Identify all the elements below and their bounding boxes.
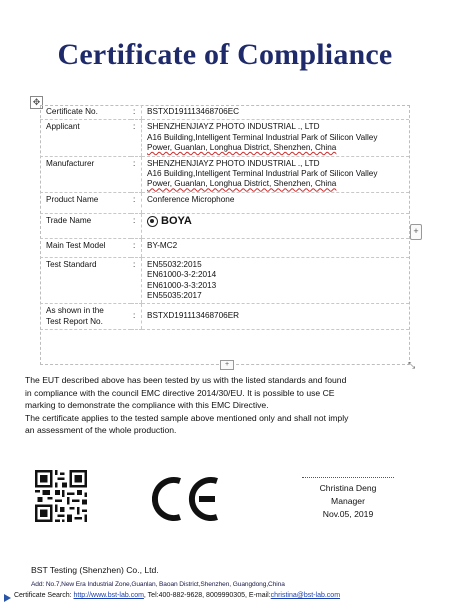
row-label: Applicant [40, 120, 131, 156]
signature-date: Nov.05, 2019 [322, 509, 374, 519]
certificate-title: Certificate of Compliance [57, 38, 393, 71]
statement-line: an assessment of the whole production. [25, 425, 177, 436]
certificate-number: BSTXD191113468706EC [142, 105, 410, 120]
row-colon: : [131, 304, 142, 330]
row-label: Product Name [40, 192, 131, 213]
table-row [40, 257, 409, 304]
table-row [40, 238, 409, 257]
row-colon: : [131, 238, 142, 257]
search-label: Certificate Search: [13, 592, 72, 599]
table-row [40, 192, 409, 213]
boya-logo [147, 216, 406, 227]
row-label [40, 304, 131, 330]
qr-code-icon [35, 470, 87, 522]
phone-info: , Tel:400-882-9628, 8009990305, E-mail: [143, 592, 271, 599]
main-test-model: BY-MC2 [142, 238, 410, 257]
add-row-button[interactable]: + [220, 360, 234, 370]
test-standard-item: EN61000-3-3:2013 [147, 280, 217, 290]
website-link[interactable]: http://www.bst-lab.com [73, 592, 144, 599]
company-address: Add: No.7,New Era Industrial Zone,Guanlan, Baoan District,Shenzhen, Guangdong,China [31, 581, 285, 588]
row-colon: : [131, 105, 142, 120]
row-label: Certificate No. [40, 105, 131, 120]
test-standards [142, 257, 410, 304]
compliance-statement [25, 374, 425, 437]
row-colon: : [131, 120, 142, 156]
table-resize-handle-icon[interactable]: ⤡ [408, 360, 416, 370]
statement-line: marking to demonstrate the compliance with this EMC Directive. [25, 400, 269, 411]
row-label: Trade Name [40, 213, 131, 238]
manufacturer-value [142, 156, 410, 192]
manufacturer-address-line2: Power, Guanlan, Longhua District, Shenzhen, China [147, 179, 337, 189]
trade-name-value [142, 213, 410, 238]
statement-line: in compliance with the council EMC directive 2014/30/EU. It is possible to use CE [25, 387, 335, 398]
manufacturer-address-line1: A16 Building,Intelligent Terminal Industrial Park of Silicon Valley [147, 169, 378, 179]
table-row [40, 120, 409, 156]
trade-name: BOYA [161, 215, 192, 228]
test-standard-item: EN55035:2017 [147, 291, 202, 301]
row-label-line: As shown in the [46, 306, 104, 316]
test-report-number: BSTXD191113468706ER [142, 304, 410, 330]
certificate-search-row [0, 592, 450, 599]
signer-name: Christina Deng [319, 483, 377, 493]
row-label: Manufacturer [40, 156, 131, 192]
row-label-line: Test Report No. [46, 316, 103, 326]
ce-mark-icon [152, 475, 222, 523]
boya-logo-icon [147, 216, 158, 227]
signer-role: Manager [331, 496, 365, 506]
applicant-address-line2: Power, Guanlan, Longhua District, Shenzhen, China [147, 143, 337, 153]
row-colon: : [131, 156, 142, 192]
table-row [40, 105, 409, 120]
applicant-address-line1: A16 Building,Intelligent Terminal Industrial Park of Silicon Valley [147, 132, 378, 142]
company-name: BST Testing (Shenzhen) Co., Ltd. [31, 565, 159, 575]
row-label: Test Standard [40, 257, 131, 304]
statement-line: The EUT described above has been tested by us with the listed standards and found [25, 375, 347, 385]
certificate-table [40, 105, 409, 330]
signature-block [298, 477, 398, 521]
test-standard-item: EN61000-3-2:2014 [147, 270, 217, 280]
applicant-value [142, 120, 410, 156]
table-row [40, 156, 409, 192]
test-standard-item: EN55032:2015 [147, 259, 202, 269]
table-move-handle-icon[interactable]: ✥ [30, 96, 43, 109]
row-colon: : [131, 213, 142, 238]
statement-line: The certificate applies to the tested sample above mentioned only and shall not imply [25, 412, 349, 423]
product-name: Conference Microphone [142, 192, 410, 213]
table-row [40, 213, 409, 238]
signature-line [302, 477, 394, 480]
row-colon: : [131, 192, 142, 213]
manufacturer-name: SHENZHENJIAYZ PHOTO INDUSTRIAL ., LTD [147, 158, 320, 168]
table-row [40, 304, 409, 330]
row-label: Main Test Model [40, 238, 131, 257]
add-column-button[interactable]: + [410, 224, 422, 240]
email-link[interactable]: christina@bst-lab.com [270, 592, 341, 599]
row-colon: : [131, 257, 142, 304]
applicant-name: SHENZHENJIAYZ PHOTO INDUSTRIAL ., LTD [147, 122, 320, 132]
